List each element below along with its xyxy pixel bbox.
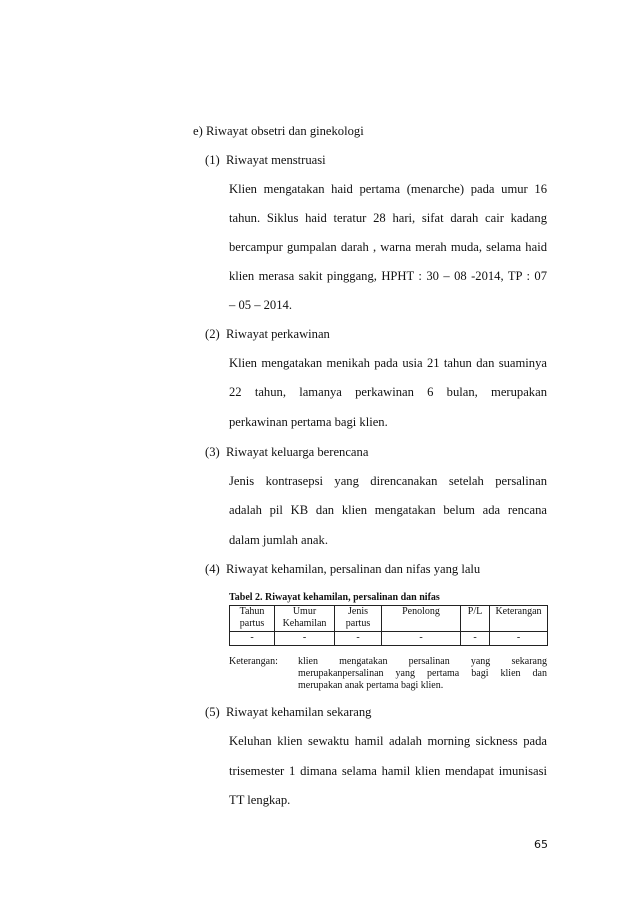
column-header: Jenis partus — [335, 606, 382, 632]
item-title: Riwayat kehamilan, persalinan dan nifas yang lalu — [225, 562, 481, 576]
item-number: (4) — [205, 562, 220, 576]
item-4-heading — [205, 562, 480, 577]
paragraph-line: Keluhan klien sewaktu hamil adalah morning sickness pada — [229, 734, 547, 748]
paragraph-line: Jenis kontrasepsi yang direncanakan setelah persalinan — [229, 474, 547, 488]
item-number: (1) — [205, 153, 220, 167]
table-cell: - — [490, 632, 548, 646]
column-header: P/L — [461, 606, 490, 632]
table-cell: - — [230, 632, 275, 646]
item-title: Riwayat perkawinan — [225, 327, 330, 341]
item-number: (3) — [205, 445, 220, 459]
column-header: Tahun partus — [230, 606, 275, 632]
table-note-label: Keterangan: — [229, 656, 278, 667]
item-title: Riwayat kehamilan sekarang — [225, 705, 372, 719]
section-title: Riwayat obsetri dan ginekologi — [205, 124, 364, 138]
paragraph-line: Klien mengatakan menikah pada usia 21 tahun dan suaminya — [229, 356, 547, 370]
item-title: Riwayat menstruasi — [225, 153, 326, 167]
table-note-line: klien mengatakan persalinan yang sekarang — [298, 656, 547, 667]
item-number: (2) — [205, 327, 220, 341]
page-number: 65 — [534, 838, 548, 851]
paragraph-line: dalam jumlah anak. — [229, 533, 328, 547]
table-cell: - — [461, 632, 490, 646]
item-5-heading — [205, 705, 371, 720]
table-cell: - — [335, 632, 382, 646]
column-header: Penolong — [382, 606, 461, 632]
paragraph-line: klien merasa sakit pinggang, HPHT : 30 – 08 -2014, TP : 07 — [229, 269, 547, 283]
section-heading — [193, 124, 364, 139]
history-table — [229, 605, 548, 646]
paragraph-line: TT lengkap. — [229, 793, 291, 807]
paragraph-line: Klien mengatakan haid pertama (menarche) pada umur 16 — [229, 182, 547, 196]
table-header-row — [230, 606, 548, 632]
table-caption: Tabel 2. Riwayat kehamilan, persalinan dan nifas — [229, 592, 440, 603]
item-3-heading — [205, 445, 368, 460]
paragraph-line: tahun. Siklus haid teratur 28 hari, sifat darah cair kadang — [229, 211, 547, 225]
table-cell: - — [275, 632, 335, 646]
paragraph-line: 22 tahun, lamanya perkawinan 6 bulan, merupakan — [229, 385, 547, 399]
item-title: Riwayat keluarga berencana — [225, 445, 369, 459]
item-2-heading — [205, 327, 330, 342]
column-header: Keterangan — [490, 606, 548, 632]
paragraph-line: perkawinan pertama bagi klien. — [229, 415, 388, 429]
paragraph-line: bercampur gumpalan darah , warna merah muda, selama haid — [229, 240, 547, 254]
item-number: (5) — [205, 705, 220, 719]
item-1-heading — [205, 153, 326, 168]
column-header: Umur Kehamilan — [275, 606, 335, 632]
paragraph-line: trisemester 1 dimana selama hamil klien mendapat imunisasi — [229, 764, 547, 778]
paragraph-line: adalah pil KB dan klien mengatakan belum ada rencana — [229, 503, 547, 517]
table-note-line: merupakanpersalinan yang pertama bagi klien dan — [298, 668, 547, 679]
table-note-line: merupakan anak pertama bagi klien. — [298, 680, 444, 691]
table-cell: - — [382, 632, 461, 646]
section-marker: e) — [193, 124, 203, 138]
table-row — [230, 632, 548, 646]
paragraph-line: – 05 – 2014. — [229, 298, 292, 312]
